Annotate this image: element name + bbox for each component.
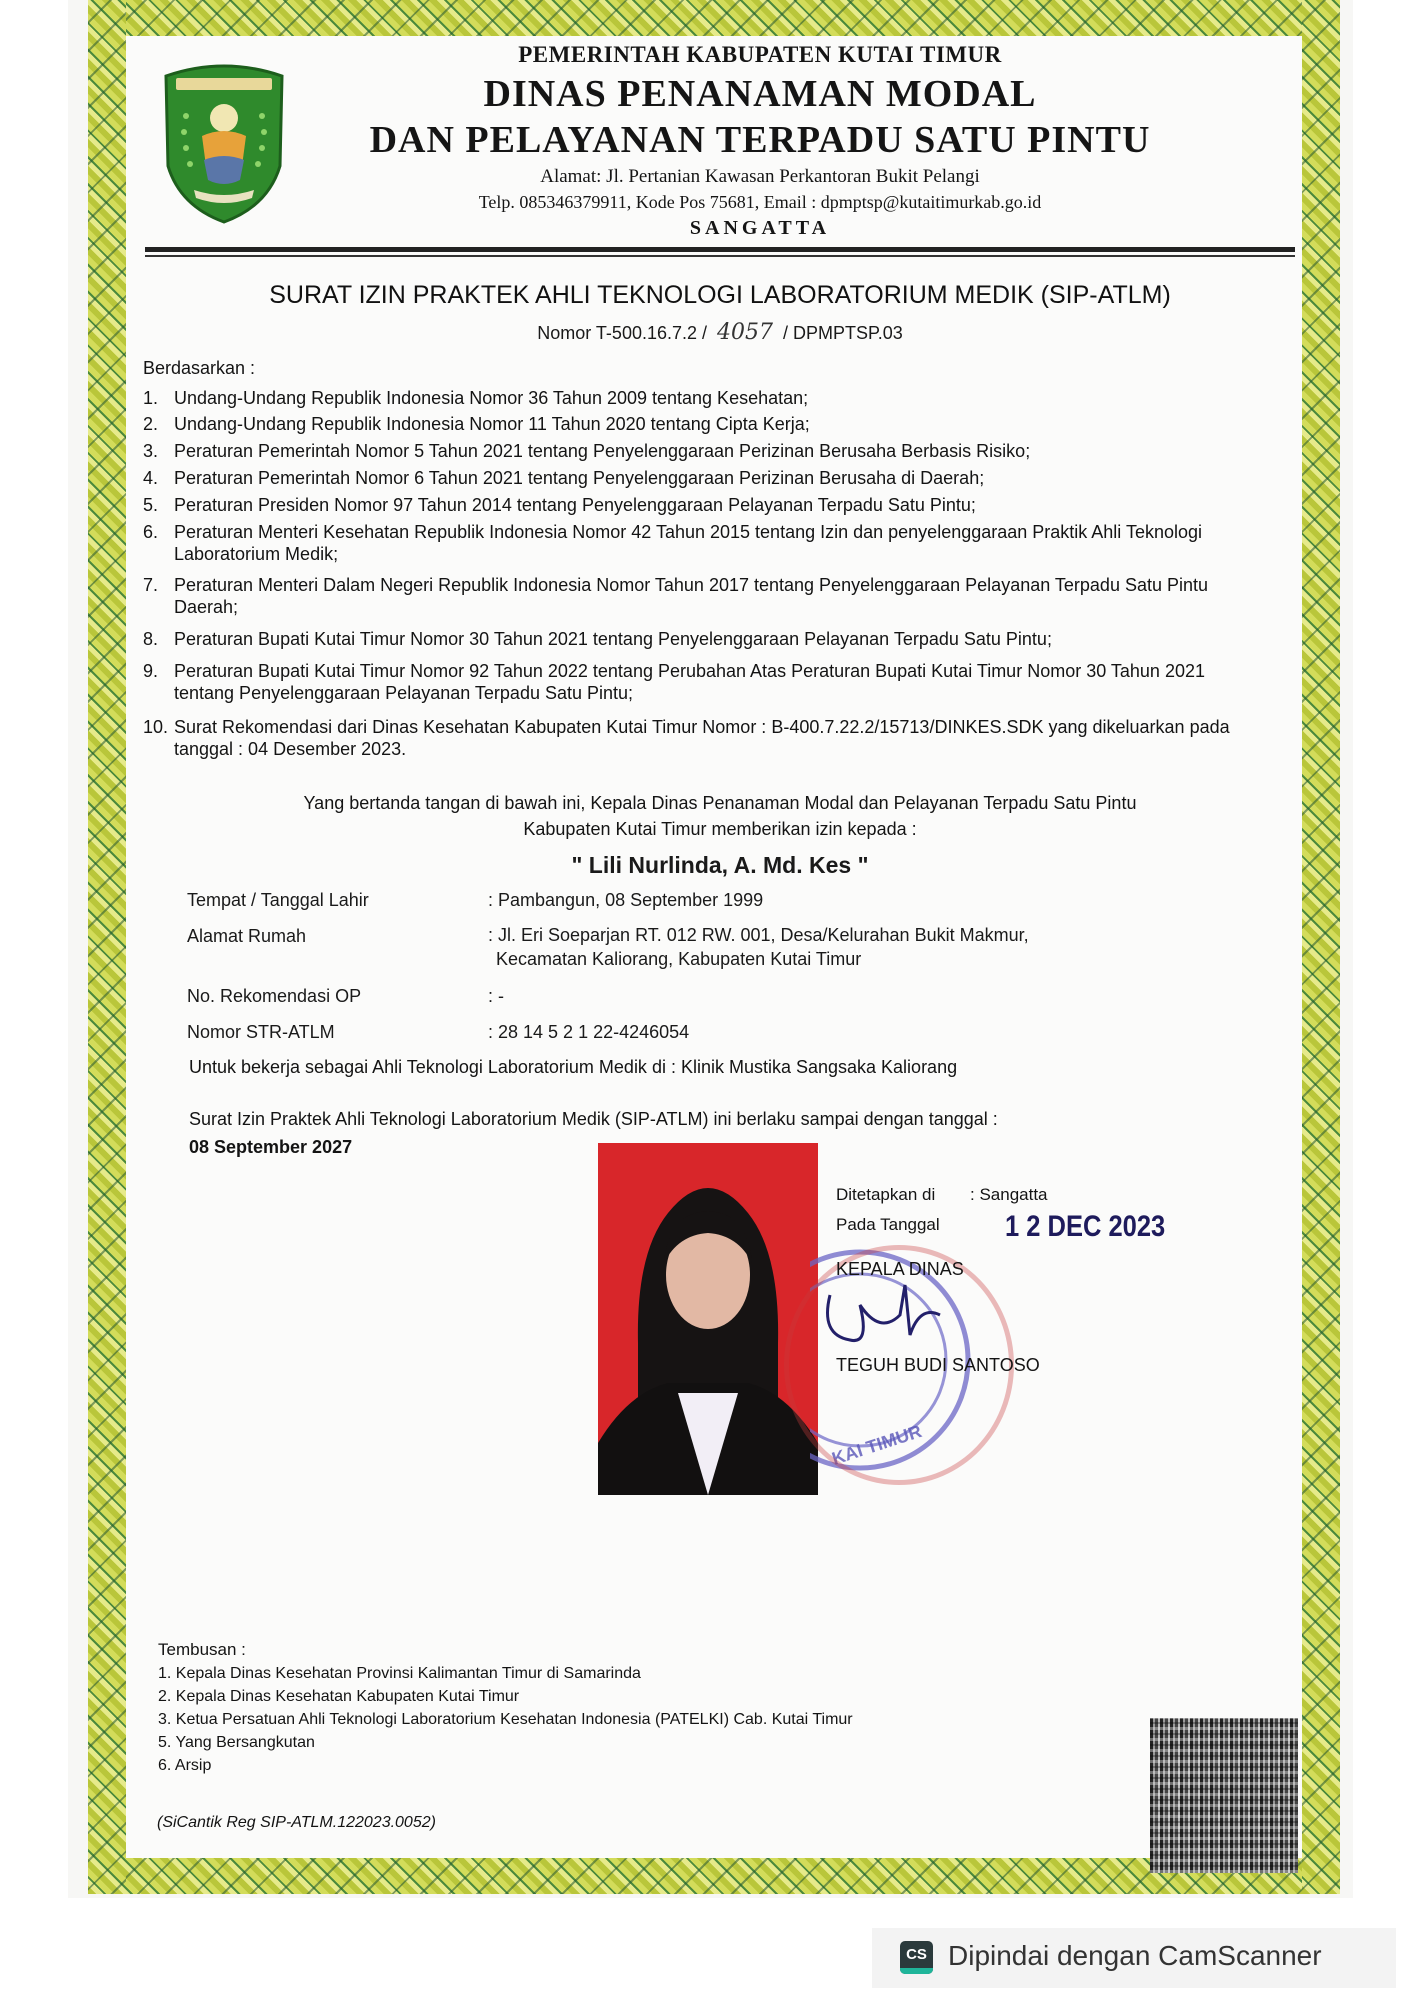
detail-label-recommendation: No. Rekomendasi OP [187, 986, 362, 1006]
legal-basis-number: 10. [143, 717, 169, 737]
document-number [140, 320, 1300, 345]
camscanner-text: Dipindai dengan CamScanner [948, 1940, 1322, 1971]
letterhead-contact: Telp. 085346379911, Kode Pos 75681, Email : dpmptsp@kutaitimurkab.go.id [478, 192, 1042, 212]
signature-scribble [828, 1285, 941, 1341]
document-number-suffix: / DPMPTSP.03 [783, 323, 903, 343]
tembusan-item: 3. Ketua Persatuan Ahli Teknologi Laboratorium Kesehatan Indonesia (PATELKI) Cab. Kutai Timur [158, 1711, 853, 1728]
legal-basis-number: 6. [143, 522, 159, 542]
tembusan-item: 1. Kepala Dinas Kesehatan Provinsi Kalimantan Timur di Samarinda [158, 1665, 641, 1682]
camscanner-watermark [872, 1928, 1396, 1988]
qr-code-icon [1150, 1718, 1298, 1873]
legal-basis-number: 4. [143, 468, 159, 488]
signature-date-stamp: 1 2 DEC 2023 [1005, 1210, 1166, 1243]
detail-label-birth: Tempat / Tanggal Lahir [187, 890, 369, 910]
regency-coat-of-arms-icon [158, 56, 290, 224]
legal-basis-text: Peraturan Menteri Kesehatan Republik Indonesia Nomor 42 Tahun 2015 tentang Izin dan penyelenggaraan Praktik Ahli Teknologi Laboratorium Medik; [174, 522, 1203, 564]
validity-date: 08 September 2027 [189, 1137, 353, 1157]
legal-basis-number: 9. [143, 661, 159, 681]
legal-basis-number: 3. [143, 441, 159, 461]
document-title: SURAT IZIN PRAKTEK AHLI TEKNOLOGI LABORATORIUM MEDIK (SIP-ATLM) [269, 281, 1171, 309]
detail-value-birth: : Pambangun, 08 September 1999 [488, 890, 764, 910]
legal-basis-text: Peraturan Pemerintah Nomor 5 Tahun 2021 tentang Penyelenggaraan Perizinan Berusaha Berbasis Risiko; [174, 441, 1031, 461]
tembusan-item: 2. Kepala Dinas Kesehatan Kabupaten Kutai Timur [158, 1688, 520, 1705]
camscanner-logo-icon [900, 1941, 933, 1974]
tembusan-label: Tembusan : [158, 1640, 246, 1659]
legal-basis-text: Peraturan Presiden Nomor 97 Tahun 2014 tentang Penyelenggaraan Pelayanan Terpadu Satu Pintu; [174, 495, 976, 515]
tembusan-item: 6. Arsip [158, 1757, 212, 1774]
camscanner-logo-text: CS [906, 1946, 927, 1963]
signature-date-label: Pada Tanggal [836, 1215, 940, 1234]
legal-basis-text: Peraturan Bupati Kutai Timur Nomor 30 Tahun 2021 tentang Penyelenggaraan Pelayanan Terpadu Satu Pintu; [174, 629, 1052, 649]
legal-basis-text: Peraturan Bupati Kutai Timur Nomor 92 Tahun 2022 tentang Perubahan Atas Peraturan Bupati Kutai Timur Nomor 30 Tahun 2021 tentang Penyelenggaraan Pelayanan Terpadu Satu Pintu; [174, 661, 1205, 703]
signature-position: KEPALA DINAS [836, 1259, 964, 1279]
berdasarkan-label: Berdasarkan : [143, 358, 256, 378]
letterhead-rule-thin [145, 255, 1295, 257]
workplace-statement: Untuk bekerja sebagai Ahli Teknologi Laboratorium Medik di : Klinik Mustika Sangsaka Kaliorang [189, 1057, 958, 1077]
legal-basis-number: 8. [143, 629, 159, 649]
permit-holder-name: " Lili Nurlinda, A. Md. Kes " [571, 852, 869, 878]
letterhead-rule-thick [145, 247, 1295, 252]
legal-basis-text: Peraturan Menteri Dalam Negeri Republik Indonesia Nomor Tahun 2017 tentang Penyelenggaraan Pelayanan Terpadu Satu Pintu Daerah; [174, 575, 1209, 617]
intro-line-2: Kabupaten Kutai Timur memberikan izin kepada : [523, 819, 917, 839]
legal-basis-text: Undang-Undang Republik Indonesia Nomor 11 Tahun 2020 tentang Cipta Kerja; [174, 414, 810, 434]
legal-basis-number: 5. [143, 495, 159, 515]
decorative-border-right [1302, 0, 1340, 1894]
legal-basis-text: Surat Rekomendasi dari Dinas Kesehatan Kabupaten Kutai Timur Nomor : B-400.7.22.2/15713/DINKES.SDK yang dikeluarkan pada tanggal : 04 Desember 2023. [174, 717, 1230, 759]
document-number-prefix: Nomor T-500.16.7.2 / [537, 323, 708, 343]
passport-photo-icon [598, 1143, 818, 1495]
letterhead-agency-line1: DINAS PENANAMAN MODAL [483, 73, 1037, 115]
letterhead-government: PEMERINTAH KABUPATEN KUTAI TIMUR [518, 42, 1002, 67]
signature-place-value: : Sangatta [970, 1185, 1048, 1204]
decorative-border-top [88, 0, 1340, 36]
registration-number: (SiCantik Reg SIP-ATLM.122023.0052) [157, 1814, 436, 1831]
document-number-handwritten: 4057 [717, 320, 774, 345]
detail-label-address: Alamat Rumah [187, 926, 307, 946]
stamp-text: KAI TIMUR [829, 1421, 925, 1469]
signature-name: TEGUH BUDI SANTOSO [836, 1355, 1040, 1375]
letterhead-city: SANGATTA [689, 217, 831, 239]
detail-value-str: : 28 14 5 2 1 22-4246054 [488, 1022, 690, 1042]
letterhead-address: Alamat: Jl. Pertanian Kawasan Perkantoran Bukit Pelangi [540, 166, 980, 187]
legal-basis-text: Undang-Undang Republik Indonesia Nomor 36 Tahun 2009 tentang Kesehatan; [174, 388, 809, 408]
tembusan-item: 5. Yang Bersangkutan [158, 1734, 315, 1751]
detail-value-address-line2: Kecamatan Kaliorang, Kabupaten Kutai Timur [496, 949, 862, 969]
detail-label-str: Nomor STR-ATLM [187, 1022, 335, 1042]
decorative-border-left [88, 0, 126, 1894]
detail-value-recommendation: : - [488, 986, 504, 1006]
detail-value-address: : Jl. Eri Soeparjan RT. 012 RW. 001, Desa/Kelurahan Bukit Makmur, [488, 925, 1029, 945]
legal-basis-text: Peraturan Pemerintah Nomor 6 Tahun 2021 tentang Penyelenggaraan Perizinan Berusaha di Daerah; [174, 468, 985, 488]
legal-basis-number: 2. [143, 414, 159, 434]
legal-basis-number: 1. [143, 388, 159, 408]
letterhead-agency-line2: DAN PELAYANAN TERPADU SATU PINTU [369, 119, 1151, 161]
signature-place-label: Ditetapkan di [836, 1185, 936, 1204]
intro-line-1: Yang bertanda tangan di bawah ini, Kepala Dinas Penanaman Modal dan Pelayanan Terpadu Satu Pintu [303, 793, 1137, 813]
validity-statement: Surat Izin Praktek Ahli Teknologi Laboratorium Medik (SIP-ATLM) ini berlaku sampai dengan tanggal : [189, 1109, 998, 1129]
legal-basis-number: 7. [143, 575, 159, 595]
